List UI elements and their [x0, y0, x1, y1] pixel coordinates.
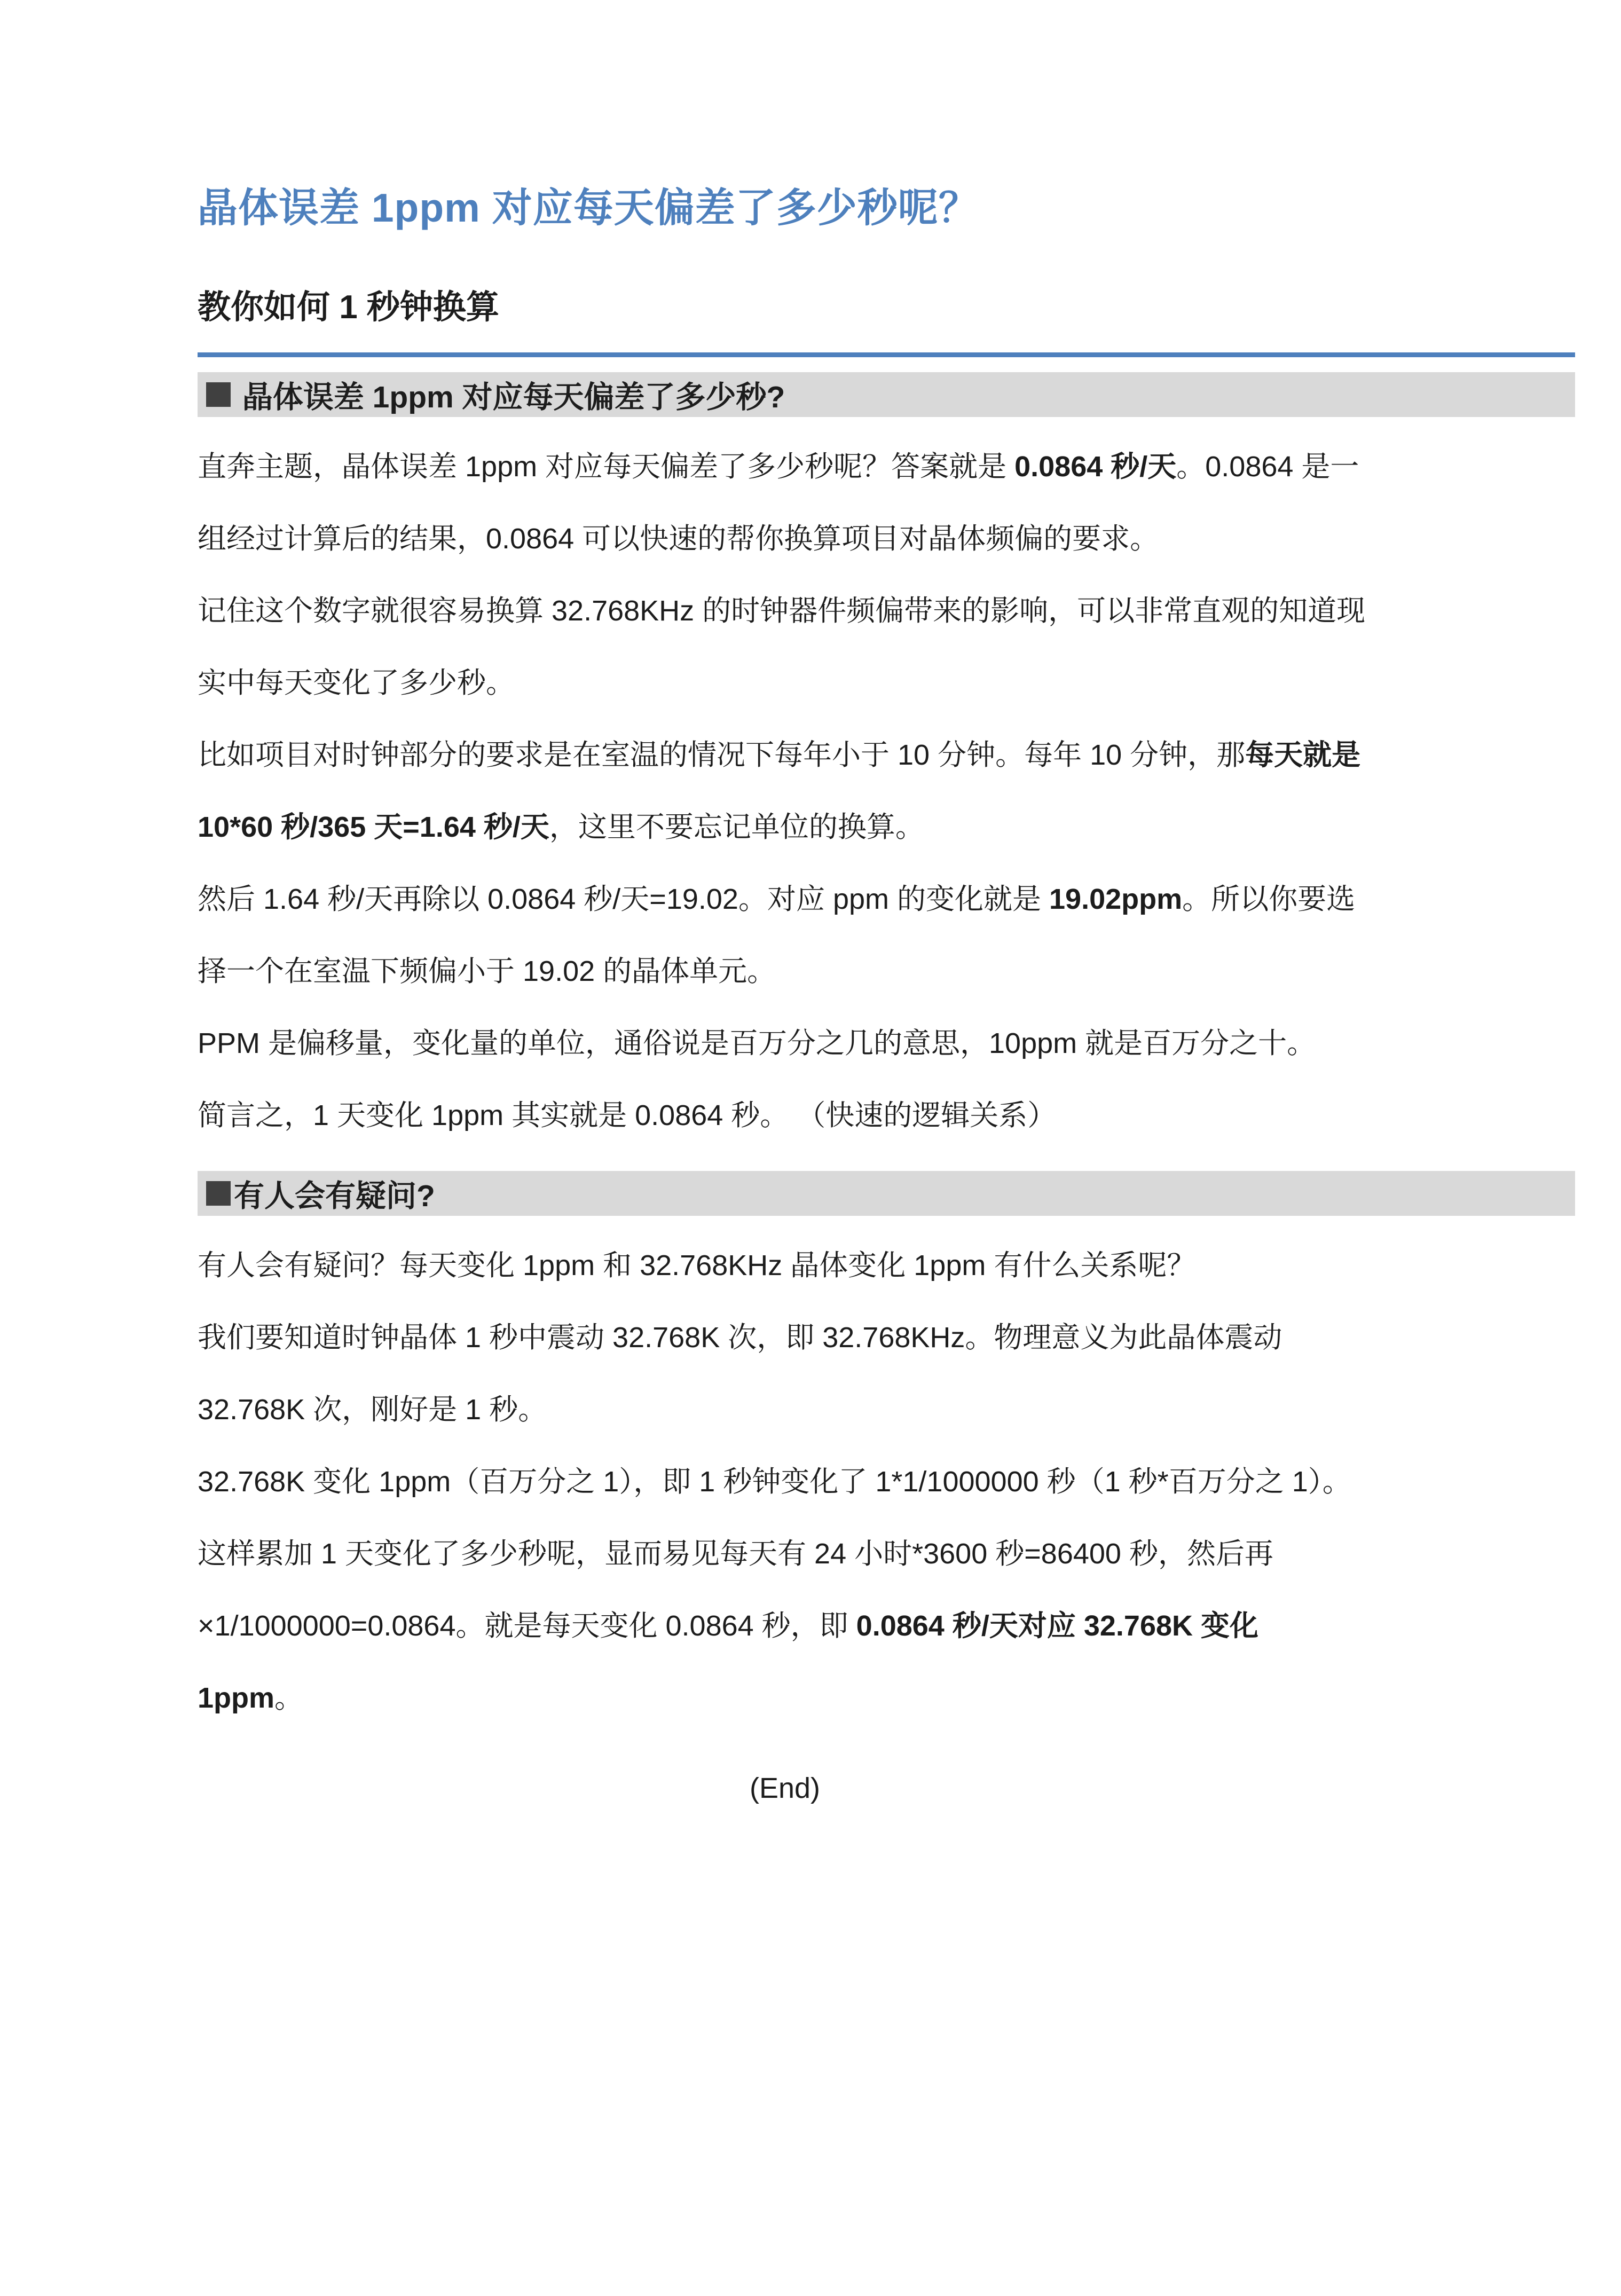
bullet-square-icon: [206, 382, 231, 407]
section-paragraphs: [198, 1230, 1372, 1734]
text-run: 这样累加 1 天变化了多少秒呢，显而易见每天有 24 小时*3600 秒=86400 秒，然后再×1/1000000=0.0864。就是每天变化 0.0864 秒，即: [198, 1538, 1273, 1642]
paragraph: [198, 863, 1372, 1008]
article-body: [198, 372, 1575, 1734]
text-run: 我们要知道时钟晶体 1 秒中震动 32.768K 次，即 32.768KHz。物理意义为此晶体震动 32.768K 次，刚好是 1 秒。: [198, 1322, 1282, 1426]
paragraph: [198, 1230, 1372, 1302]
text-run: 32.768K 变化 1ppm（百万分之 1），即 1 秒钟变化了 1*1/1000000 秒（1 秒*百万分之 1）。: [198, 1466, 1351, 1498]
paragraph: [198, 1302, 1372, 1446]
bold-text-run: 每天就是 10*60 秒/365 天=1.64 秒/天: [198, 739, 1361, 843]
bold-text-run: 19.02ppm: [1049, 883, 1183, 915]
divider-line: [198, 352, 1575, 357]
end-marker: (End): [749, 1772, 821, 1804]
text-run: ，这里不要忘记单位的换算。: [549, 811, 924, 843]
paragraph: [198, 1446, 1372, 1518]
text-run: PPM 是偏移量，变化量的单位，通俗说是百万分之几的意思，10ppm 就是百万分之十。: [198, 1027, 1316, 1059]
paragraph: [198, 1080, 1372, 1152]
text-run: 。: [274, 1682, 304, 1714]
text-run: 比如项目对时钟部分的要求是在室温的情况下每年小于 10 分钟。每年 10 分钟，那: [198, 739, 1246, 771]
text-run: 然后 1.64 秒/天再除以 0.0864 秒/天=19.02。对应 ppm 的变化就是: [198, 883, 1050, 915]
section-header-bar: [198, 1171, 1575, 1216]
section-heading: 晶体误差 1ppm 对应每天偏差了多少秒?: [234, 380, 785, 414]
page-subtitle: 教你如何 1 秒钟换算: [198, 289, 499, 326]
bullet-square-icon: [206, 1181, 231, 1206]
text-run: 。0.0864 是一组经过计算后的结果，0.0864 可以快速的帮你换算项目对晶体频偏的要求。: [198, 451, 1359, 555]
page-title: 晶体误差 1ppm 对应每天偏差了多少秒呢？: [198, 185, 979, 230]
section-header-bar: [198, 372, 1575, 417]
section-heading: 有人会有疑问?: [234, 1179, 435, 1213]
section-paragraphs: [198, 431, 1372, 1152]
paragraph: [198, 1008, 1372, 1080]
text-run: 直奔主题，晶体误差 1ppm 对应每天偏差了多少秒呢？答案就是: [198, 451, 1015, 483]
paragraph: [198, 431, 1372, 575]
paragraph: [198, 1518, 1372, 1734]
text-run: 简言之，1 天变化 1ppm 其实就是 0.0864 秒。 （快速的逻辑关系）: [198, 1099, 1057, 1131]
paragraph: [198, 719, 1372, 863]
paragraph: [198, 575, 1372, 719]
text-run: 。所以你要选择一个在室温下频偏小于 19.02 的晶体单元。: [198, 883, 1356, 987]
bold-text-run: 0.0864 秒/天对应 32.768K 变化 1ppm: [198, 1610, 1259, 1714]
text-run: 有人会有疑问？每天变化 1ppm 和 32.768KHz 晶体变化 1ppm 有什么关系呢？: [198, 1249, 1196, 1281]
text-run: 记住这个数字就很容易换算 32.768KHz 的时钟器件频偏带来的影响，可以非常直观的知道现实中每天变化了多少秒。: [198, 595, 1366, 699]
bold-text-run: 0.0864 秒/天: [1014, 451, 1177, 483]
